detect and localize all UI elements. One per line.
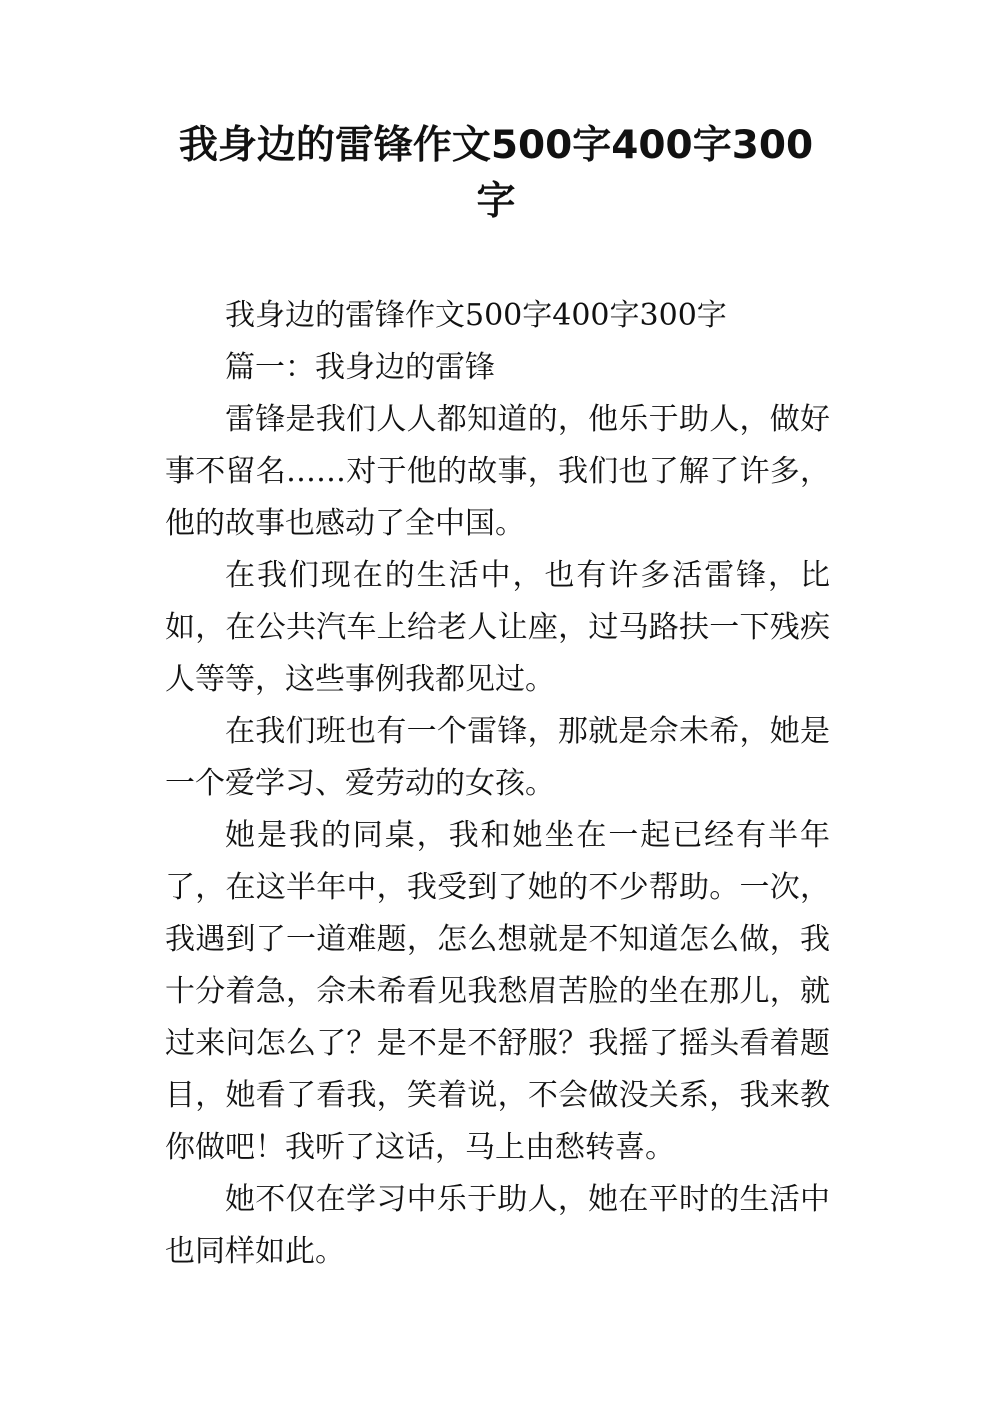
body-paragraph: 她不仅在学习中乐于助人，她在平时的生活中也同样如此。 [165,1182,830,1269]
body-paragraph: 在我们班也有一个雷锋，那就是佘未希，她是一个爱学习、爱劳动的女孩。 [165,714,830,801]
document-title: 我身边的雷锋作文500字400字300字 [178,123,814,224]
body-paragraph: 在我们现在的生活中，也有许多活雷锋，比如，在公共汽车上给老人让座，过马路扶一下残疾人等等，这些事例我都见过。 [165,558,830,697]
body-paragraph: 我身边的雷锋作文500字400字300字 [225,298,727,333]
body-paragraph: 她是我的同桌，我和她坐在一起已经有半年了，在这半年中，我受到了她的不少帮助。一次，我遇到了一道难题，怎么想就是不知道怎么做，我十分着急，佘未希看见我愁眉苦脸的坐在那儿，就过来问怎么了？是不是不舒服？我摇了摇头看着题目，她看了看我，笑着说，不会做没关系，我来教你做吧！我听了这话，马上由愁转喜。 [165,818,830,1165]
document-body [165,290,830,1278]
body-paragraph: 篇一：我身边的雷锋 [225,350,495,385]
body-paragraph: 雷锋是我们人人都知道的，他乐于助人，做好事不留名……对于他的故事，我们也了解了许多，他的故事也感动了全中国。 [165,402,830,541]
